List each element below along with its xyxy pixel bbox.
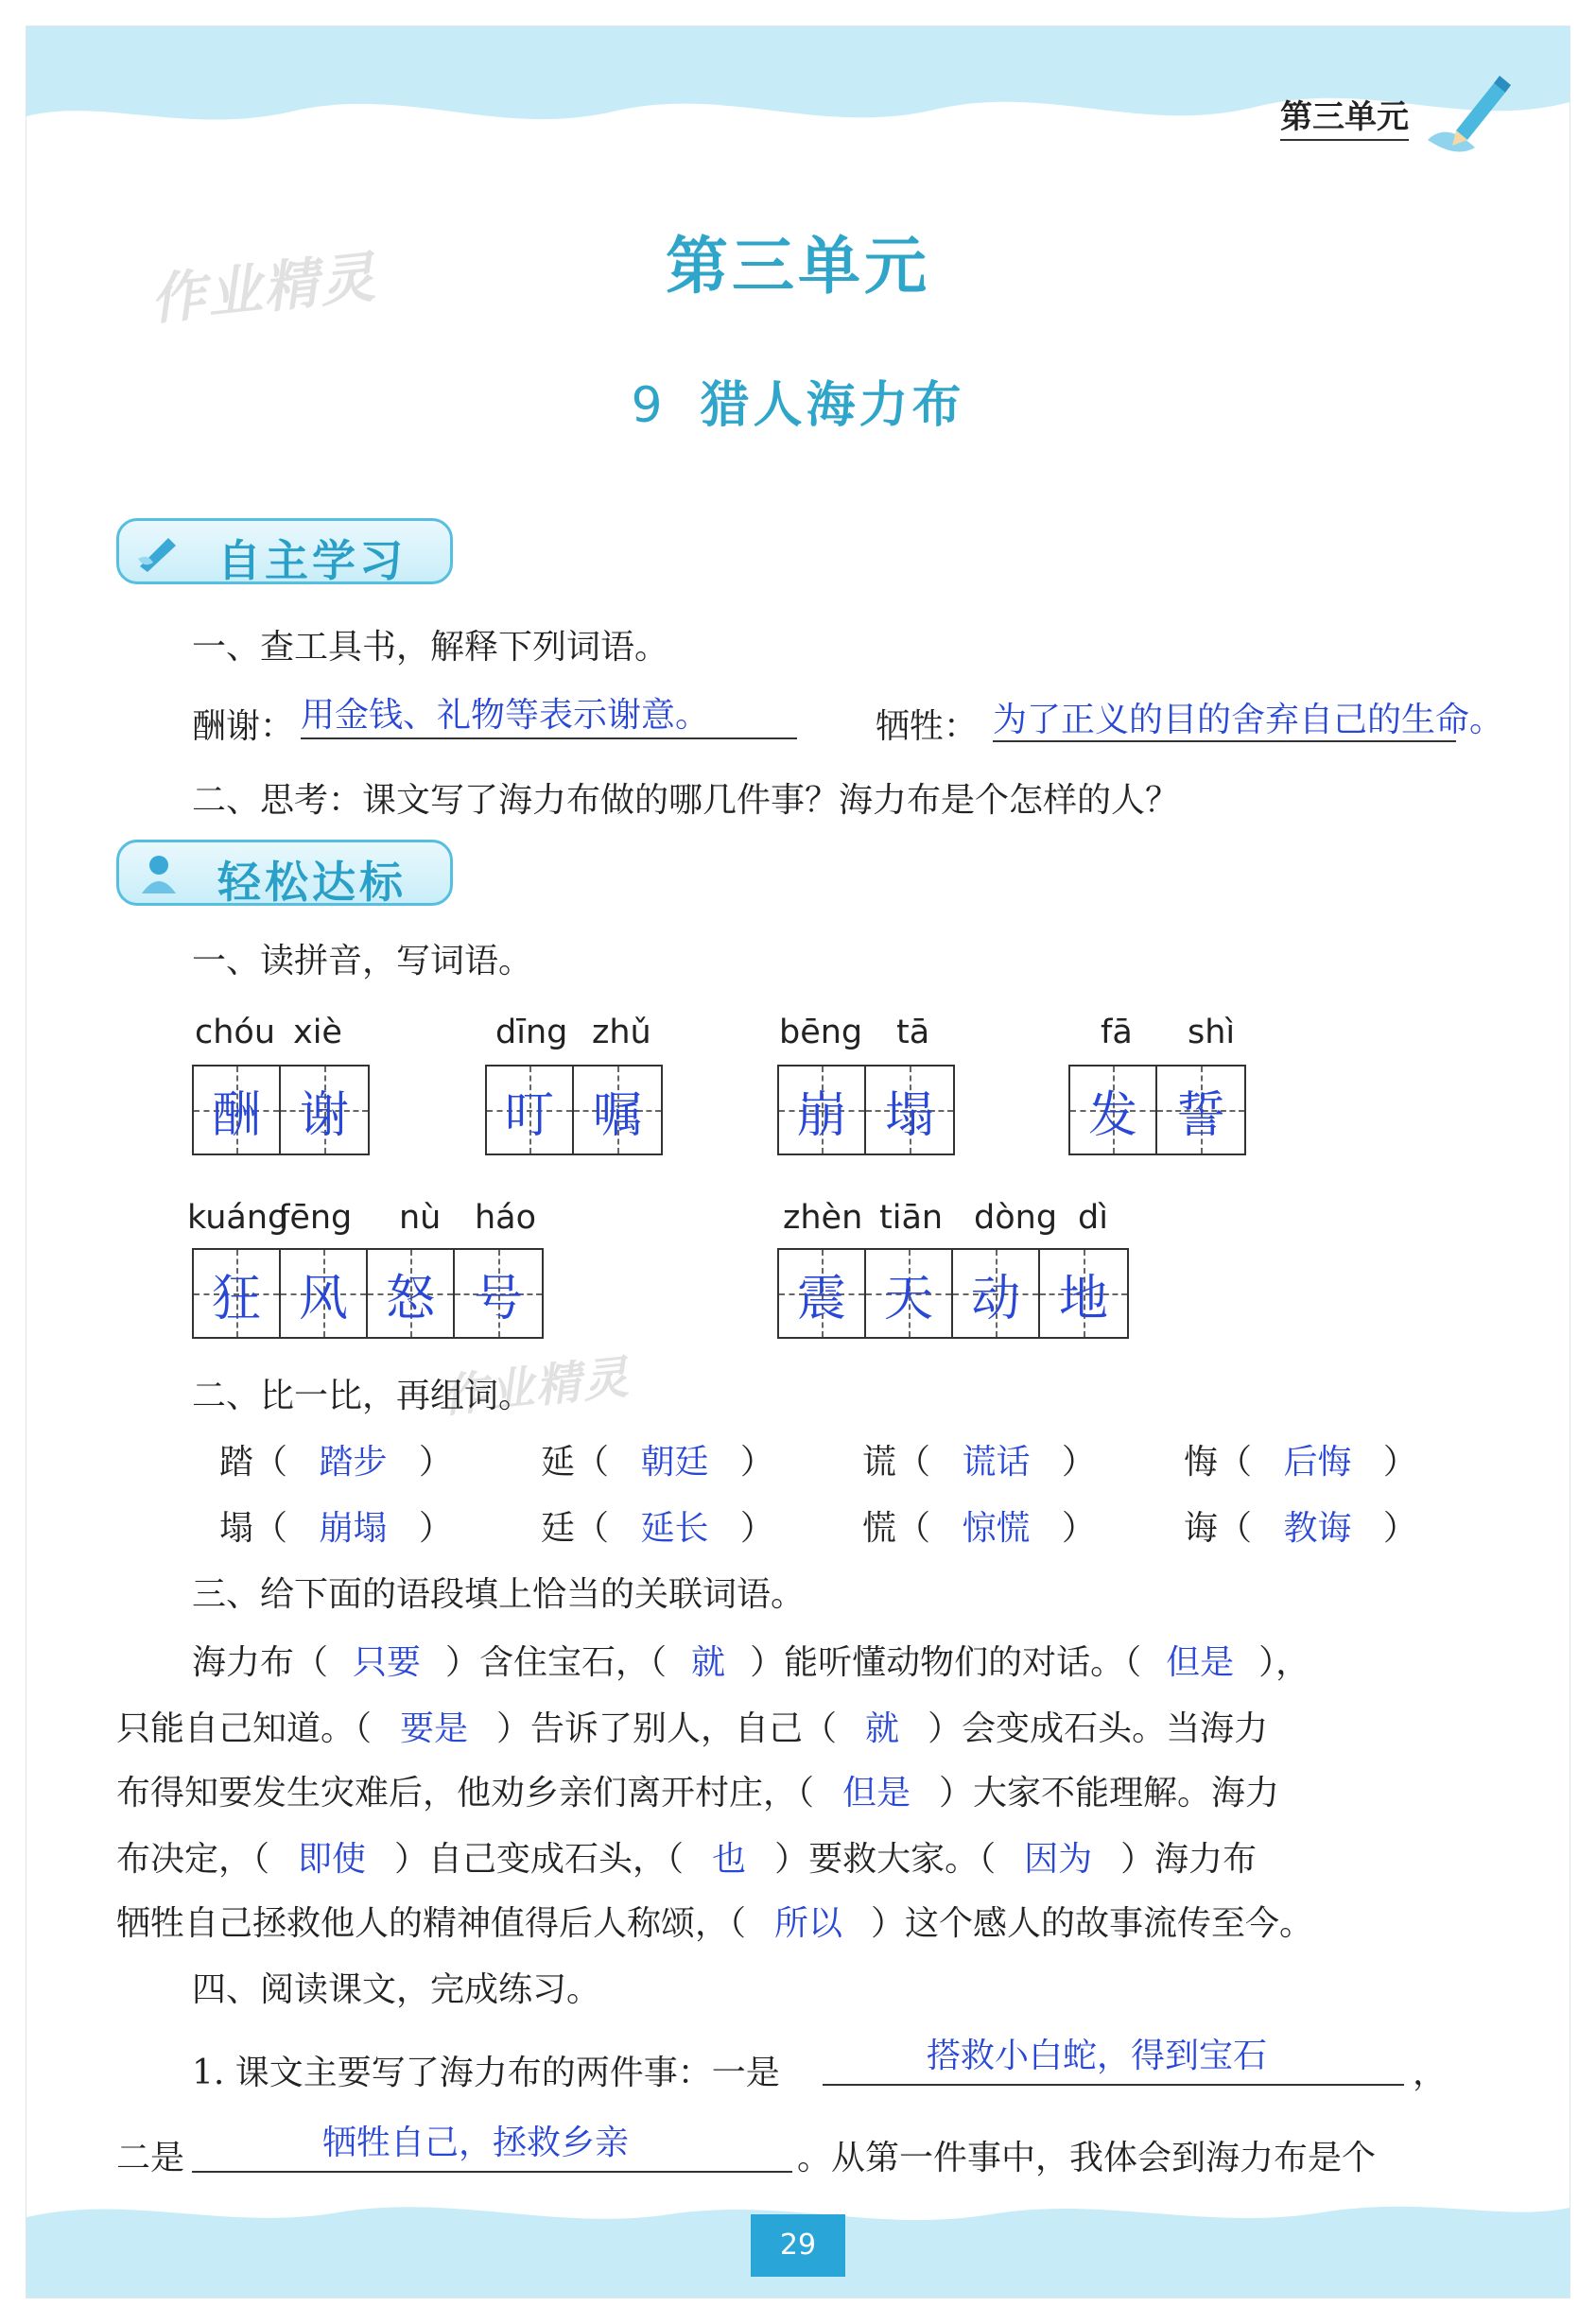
section-easy-goal — [116, 840, 453, 906]
char-cell: 动 — [953, 1250, 1040, 1337]
pinyin: kuáng — [187, 1199, 289, 1237]
char-cell: 叮 — [487, 1067, 574, 1153]
person-icon — [134, 852, 185, 895]
char-cell: 崩 — [779, 1067, 866, 1153]
pinyin: háo — [475, 1199, 537, 1237]
question-1: 一、查工具书，解释下列词语。 — [192, 628, 669, 667]
pinyin: dòng — [974, 1199, 1058, 1237]
char-grid[interactable] — [192, 1065, 370, 1155]
char-cell: 嘱 — [574, 1067, 661, 1153]
header-unit-label: 第三单元 — [1280, 91, 1409, 141]
pinyin: fā — [1101, 1014, 1133, 1051]
compare-item: 慌（ 惊慌 ） — [862, 1509, 1096, 1548]
compare-item: 廷（ 延长 ） — [541, 1509, 774, 1548]
lesson-title — [26, 365, 1570, 436]
reading-answer2-blank[interactable] — [192, 2116, 792, 2173]
char-cell: 怒 — [368, 1250, 455, 1337]
question-2: 二、思考：课文写了海力布做的哪几件事？海力布是个怎样的人？ — [192, 781, 1180, 820]
lesson-name: 猎人海力布 — [700, 377, 965, 434]
compare-item: 延（ 朝廷 ） — [541, 1443, 774, 1482]
paragraph-line: 牺牲自己拯救他人的精神值得后人称颂，（ 所以 ）这个感人的故事流传至今。 — [116, 1904, 1314, 1943]
pen-icon — [134, 530, 185, 574]
char-cell: 风 — [281, 1250, 368, 1337]
compare-item: 谎（ 谎话 ） — [862, 1443, 1096, 1482]
compare-item: 悔（ 后悔 ） — [1184, 1443, 1417, 1482]
pinyin: nù — [399, 1199, 442, 1237]
lesson-number: 9 — [631, 377, 667, 434]
char-cell: 天 — [866, 1250, 953, 1337]
reading-answer2: 牺牲自己，拯救乡亲 — [322, 2124, 630, 2162]
paragraph-line: 布得知要发生灾难后，他劝乡亲们离开村庄，（ 但是 ）大家不能理解。海力 — [116, 1774, 1280, 1812]
pinyin: tiān — [879, 1199, 944, 1237]
char-cell: 酬 — [194, 1067, 281, 1153]
word2-answer: 为了正义的目的舍弃自己的生命。 — [993, 701, 1504, 739]
compare-item: 诲（ 教诲 ） — [1184, 1509, 1417, 1548]
pinyin: shì — [1188, 1014, 1236, 1051]
word1-answer-blank[interactable] — [301, 688, 797, 739]
watermark: 作业精灵 — [147, 244, 380, 333]
char-cell: 震 — [779, 1250, 866, 1337]
reading-comma: ， — [1413, 2054, 1448, 2092]
word2-label: 牺牲： — [876, 707, 979, 746]
unit-title: 第三单元 — [666, 230, 930, 303]
pinyin: bēng — [779, 1014, 863, 1051]
word1-answer: 用金钱、礼物等表示谢意。 — [301, 696, 710, 735]
paragraph-line: 海力布（ 只要 ）含住宝石，（ 就 ）能听懂动物们的对话。（ 但是 ）， — [192, 1643, 1310, 1682]
char-cell: 号 — [455, 1250, 542, 1337]
workbook-page — [26, 26, 1570, 2298]
reading-line2-suffix: 。从第一件事中，我体会到海力布是个 — [797, 2139, 1377, 2177]
word2-answer-blank[interactable] — [993, 693, 1504, 742]
reading-answer1: 搭救小白蛇，得到宝石 — [927, 2037, 1268, 2075]
compare-item: 塌（ 崩塌 ） — [219, 1509, 453, 1548]
char-cell: 谢 — [281, 1067, 368, 1153]
compare-heading: 二、比一比，再组词。 — [192, 1377, 533, 1415]
reading-heading: 四、阅读课文，完成练习。 — [192, 1970, 601, 2009]
pinyin: fēng — [278, 1199, 353, 1237]
pinyin: dīng — [495, 1014, 568, 1051]
char-cell: 地 — [1040, 1250, 1127, 1337]
page-number: 29 — [751, 2214, 845, 2277]
pinyin: zhǔ — [592, 1014, 651, 1051]
char-grid[interactable] — [192, 1248, 544, 1339]
pinyin: dì — [1078, 1199, 1108, 1237]
reading-q1-prefix: 1. 课文主要写了海力布的两件事：一是 — [192, 2054, 780, 2092]
reading-answer1-blank[interactable] — [823, 2029, 1404, 2086]
char-grid[interactable] — [777, 1065, 955, 1155]
reading-line2-prefix: 二是 — [116, 2139, 185, 2177]
char-cell: 誓 — [1157, 1067, 1244, 1153]
pinyin: zhèn — [783, 1199, 863, 1237]
paragraph-line: 只能自己知道。（ 要是 ）告诉了别人，自己（ 就 ）会变成石头。当海力 — [116, 1709, 1269, 1748]
char-grid[interactable] — [1068, 1065, 1246, 1155]
section-easy-goal-label: 轻松达标 — [217, 857, 407, 908]
paragraph-line: 布决定，（ 即使 ）自己变成石头，（ 也 ）要救大家。（ 因为 ）海力布 — [116, 1840, 1258, 1879]
pencil-icon — [1418, 64, 1522, 168]
char-cell: 塌 — [866, 1067, 953, 1153]
pinyin-heading: 一、读拼音，写词语。 — [192, 942, 533, 980]
pinyin: tā — [896, 1014, 930, 1051]
conjunction-heading: 三、给下面的语段填上恰当的关联词语。 — [192, 1575, 806, 1614]
pinyin: chóu — [195, 1014, 276, 1051]
char-grid[interactable] — [777, 1248, 1129, 1339]
section-self-study — [116, 518, 453, 584]
pinyin: xiè — [293, 1014, 342, 1051]
char-cell: 发 — [1070, 1067, 1157, 1153]
section-self-study-label: 自主学习 — [217, 535, 407, 586]
watermark: 作业精灵 — [439, 1350, 633, 1424]
word1-label: 酬谢： — [192, 707, 295, 746]
compare-item: 踏（ 踏步 ） — [219, 1443, 453, 1482]
char-grid[interactable] — [485, 1065, 663, 1155]
char-cell: 狂 — [194, 1250, 281, 1337]
